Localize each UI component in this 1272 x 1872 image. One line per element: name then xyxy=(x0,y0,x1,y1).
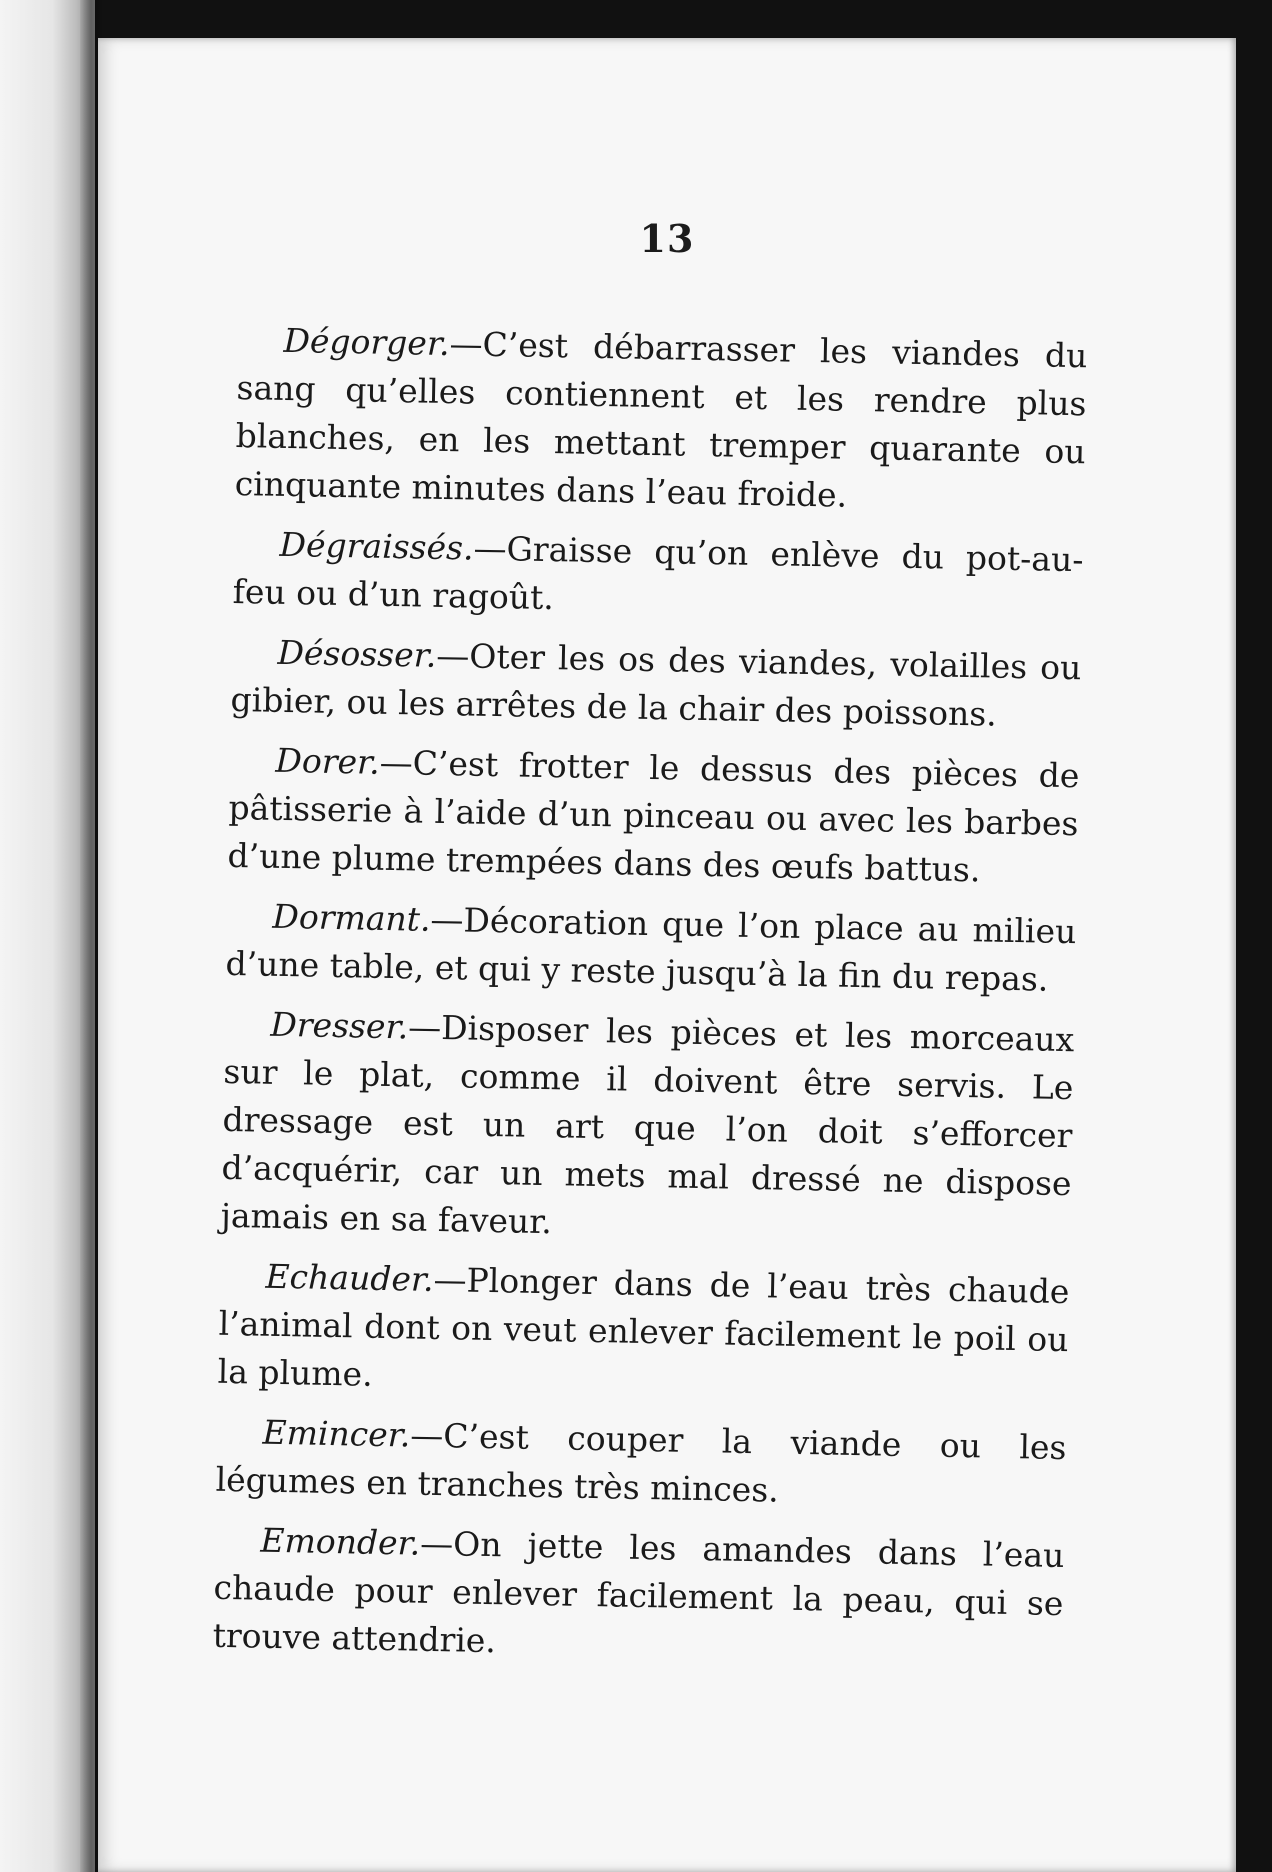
entry-term: Dorer. xyxy=(275,740,381,782)
entry-term: Emincer. xyxy=(262,1412,411,1455)
entry-term: Dégraissés. xyxy=(279,524,474,568)
entry-definition: —Disposer les pièces et les morceaux sur le plat, comme il doivent être servis. Le dressage est un art que l’on doit s’efforcer d’acquérir, car un mets mal dressé ne dispose jamais en sa faveur. xyxy=(220,1007,1075,1242)
entry-definition: —C’est débarrasser les viandes du sang qu’elles contiennent et les rendre plus blanches, en les mettant tremper quarante ou cinquante minutes dans l’eau froide. xyxy=(234,324,1088,515)
page-number: 13 xyxy=(639,216,695,261)
glossary-entry xyxy=(234,316,1088,524)
entry-definition: —Graisse qu’on enlève du pot-au-feu ou d’un ragoût. xyxy=(232,528,1084,618)
glossary-entry xyxy=(212,1516,1065,1676)
entry-term: Dégorger. xyxy=(283,320,450,364)
entry-definition: —Oter les os des viandes, volailles ou gibier, ou les arrêtes de la chair des poissons. xyxy=(230,635,1082,734)
entry-term: Désosser. xyxy=(277,632,437,675)
glossary-entry xyxy=(230,628,1082,740)
entry-definition: —On jette les amandes dans l’eau chaude pour enlever facilement la peau, qui se trouve attendrie. xyxy=(212,1523,1065,1661)
glossary-entry xyxy=(225,892,1077,1004)
glossary-text xyxy=(212,316,1088,1688)
glossary-entry xyxy=(217,1252,1070,1412)
glossary-entry xyxy=(220,1000,1074,1256)
entry-term: Dresser. xyxy=(270,1004,409,1047)
entry-term: Emonder. xyxy=(260,1520,421,1563)
entry-definition: —C’est frotter le dessus des pièces de pâtisserie à l’aide d’un pinceau ou avec les barbes d’une plume trempées dans des œufs battus. xyxy=(227,742,1080,890)
entry-definition: —Décoration que l’on place au milieu d’une table, et qui y reste jusqu’à la fin du repas. xyxy=(225,899,1077,999)
glossary-entry xyxy=(232,520,1084,632)
glossary-entry xyxy=(215,1408,1067,1520)
entry-term: Echauder. xyxy=(265,1256,434,1299)
entry-definition: —C’est couper la viande ou les légumes en tranches très minces. xyxy=(215,1415,1067,1510)
glossary-entry xyxy=(227,736,1080,896)
entry-definition: —Plonger dans de l’eau très chaude l’animal dont on veut enlever facilement le poil ou la plume. xyxy=(217,1259,1070,1394)
entry-term: Dormant. xyxy=(272,896,431,939)
book-page xyxy=(98,38,1236,1872)
